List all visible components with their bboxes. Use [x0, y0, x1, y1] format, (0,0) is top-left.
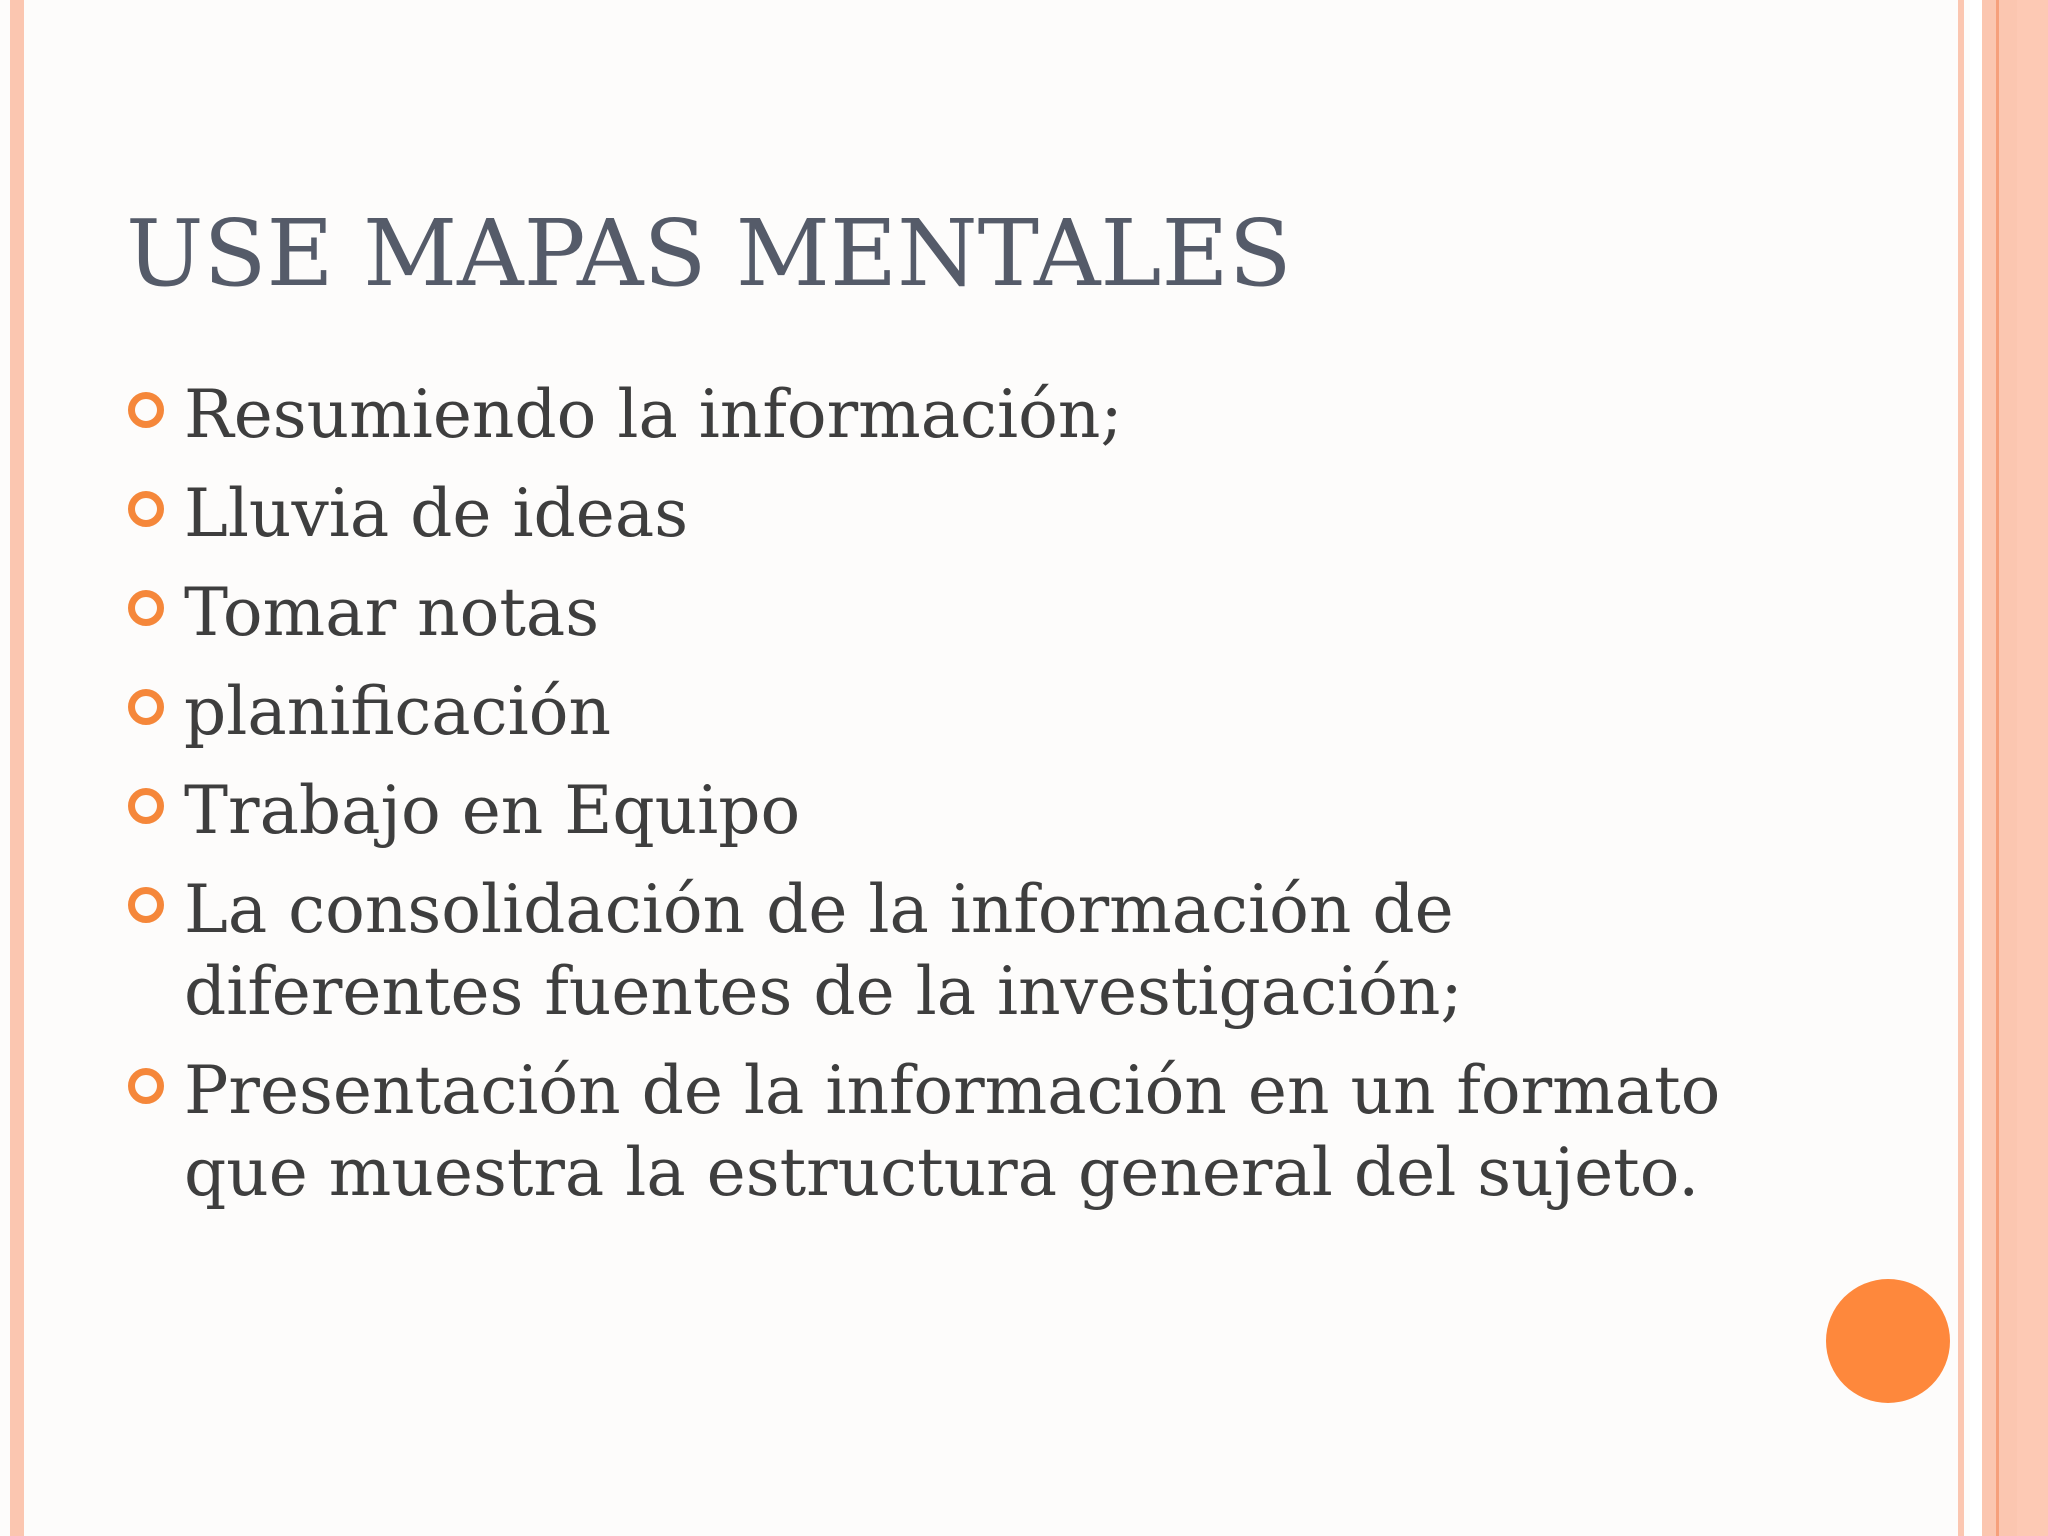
bullet-ring-icon: [128, 788, 164, 824]
bullet-ring-icon: [128, 887, 164, 923]
bullet-item: [126, 572, 1766, 654]
right-border-gap: [1970, 0, 1982, 1536]
right-border-stripe: [2017, 0, 2048, 1536]
bullet-item: [126, 374, 1766, 456]
left-border-stripe: [10, 0, 24, 1536]
bullet-ring-icon: [128, 392, 164, 428]
bullet-item: [126, 473, 1766, 555]
bullet-list: [126, 374, 1766, 1231]
bullet-ring-icon: [128, 590, 164, 626]
bullet-text: planificación: [184, 673, 611, 750]
slide-title: USE MAPAS MENTALES: [126, 200, 1292, 307]
right-border-stripe: [1958, 0, 1964, 1536]
bullet-item: [126, 671, 1766, 753]
bullet-text: Tomar notas: [184, 574, 600, 651]
bullet-ring-icon: [128, 689, 164, 725]
bullet-ring-icon: [128, 491, 164, 527]
bullet-text: Trabajo en Equipo: [184, 772, 801, 849]
bullet-text: Resumiendo la información;: [184, 376, 1123, 453]
bullet-item: [126, 770, 1766, 852]
bullet-text: La consolidación de la información de diferentes fuentes de la investigación;: [184, 871, 1463, 1030]
bullet-item: [126, 869, 1766, 1033]
bullet-text: Lluvia de ideas: [184, 475, 689, 552]
bullet-item: [126, 1050, 1766, 1214]
bullet-ring-icon: [128, 1068, 164, 1104]
right-border-stripe: [1982, 0, 1996, 1536]
right-border-stripe: [1999, 0, 2017, 1536]
bullet-text: Presentación de la información en un formato que muestra la estructura general del sujeto.: [184, 1052, 1721, 1211]
orange-circle-decoration: [1826, 1279, 1950, 1403]
